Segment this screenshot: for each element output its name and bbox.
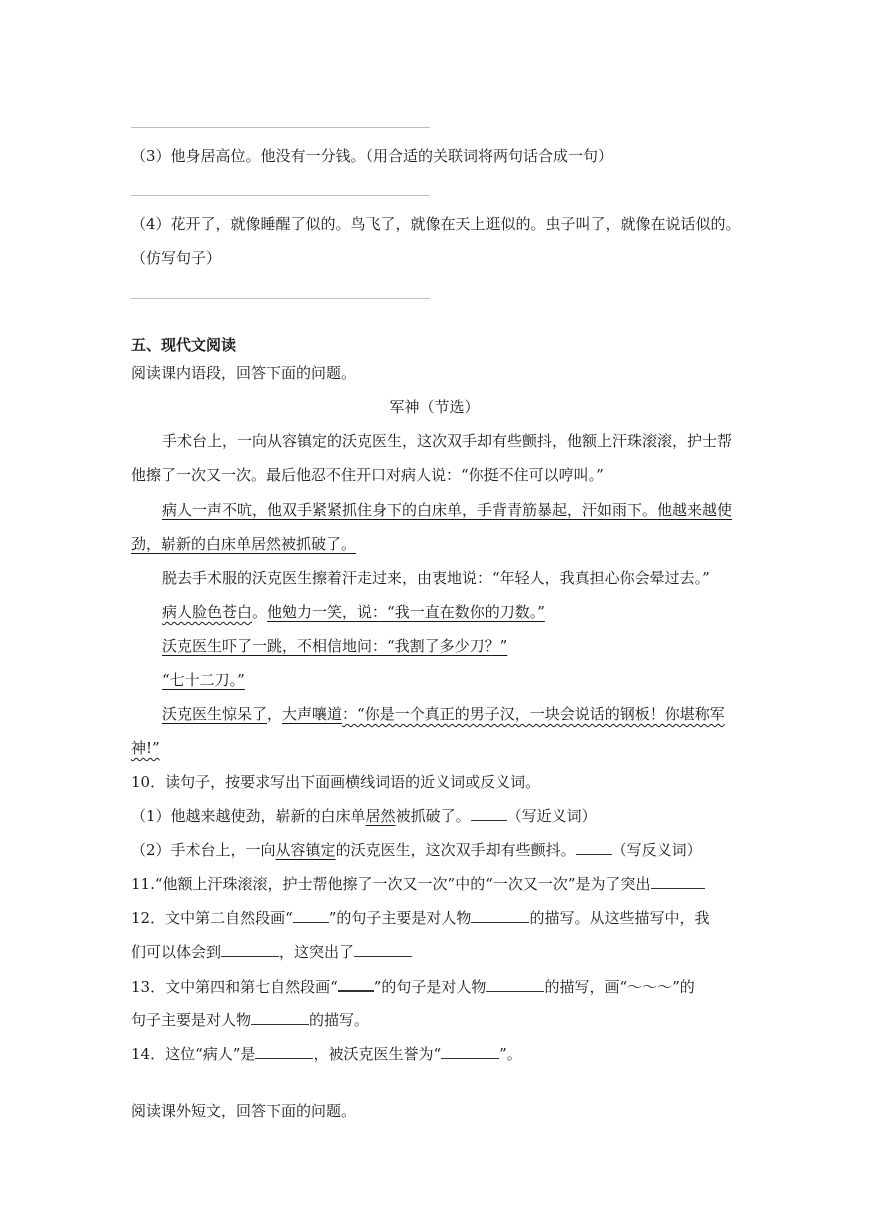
passage-paragraph-7-cont: [131, 738, 160, 758]
underlined-sentence: 病人一声不吭，他双手紧紧抓住身下的白床单，手背青筋暴起，汗如雨下。他越来越使: [162, 501, 733, 519]
passage-paragraph-2-cont: [131, 534, 356, 554]
question-12-line2: 们可以体会到 ，这突出了: [131, 942, 412, 962]
answer-blank[interactable]: [471, 908, 529, 923]
target-word: 从容镇定: [275, 841, 336, 859]
wavy-underlined-sentence: ：“你是一个真正的男子汉，一块会说话的钢板！你堪称军: [342, 705, 725, 723]
underlined-phrase: 大声嚷道: [282, 705, 343, 723]
question-10-stem: 10．读句子，按要求写出下面画横线词语的近义词或反义词。: [131, 773, 541, 791]
question-12-line1: 12．文中第二自然段画“ ”的句子主要是对人物 的描写。从这些描写中，我: [131, 909, 710, 927]
underlined-sentence: 劲，崭新的白床单居然被抓破了。: [131, 535, 357, 553]
answer-blank[interactable]: [221, 942, 279, 957]
passage-paragraph-4: 病人脸色苍白。他勉力一笑，说：“我一直在数你的刀数。”: [162, 603, 545, 621]
question-10-item-1: （1）他越来越使劲，崭新的白床单居然被抓破了。 （写近义词）: [131, 807, 597, 825]
passage-paragraph-1-cont: 他擦了一次又一次。最后他忍不住开口对病人说：“你挺不住可以哼叫。”: [131, 466, 604, 484]
answer-blank[interactable]: [576, 840, 612, 855]
question-4-line2: （仿写句子）: [131, 249, 222, 267]
answer-blank[interactable]: [251, 1010, 309, 1025]
question-4-line1: （4）花开了，就像睡醒了似的。鸟飞了，就像在天上逛似的。虫子叫了，就像在说话似的。: [131, 215, 741, 233]
wavy-underlined-phrase: 病人脸色苍白: [162, 603, 253, 621]
passage-paragraph-2: [162, 500, 732, 520]
answer-blank[interactable]: [471, 806, 507, 821]
section-heading: 五、现代文阅读: [131, 336, 237, 354]
question-13-line2: 句子主要是对人物 的描写。: [131, 1011, 370, 1029]
question-3: （3）他身居高位。他没有一分钱。（用合适的关联词将两句话合成一句）: [131, 147, 614, 165]
underlined-phrase: 沃克医生惊呆了: [162, 705, 268, 723]
answer-blank[interactable]: [354, 942, 412, 957]
answer-blank[interactable]: [255, 1044, 313, 1059]
passage-paragraph-7: 沃克医生惊呆了，大声嚷道：“你是一个真正的男子汉，一块会说话的钢板！你堪称军: [162, 705, 725, 723]
answer-blank[interactable]: [651, 874, 705, 889]
question-14: 14．这位“病人”是 ，被沃克医生誉为“ ”。: [131, 1045, 522, 1063]
answer-line: [131, 298, 430, 299]
underline-marker: [293, 908, 329, 923]
answer-blank[interactable]: [486, 977, 544, 992]
target-word: 居然: [365, 807, 396, 825]
reading-intro-2: 阅读课外短文，回答下面的问题。: [131, 1102, 357, 1120]
answer-line: [131, 127, 430, 128]
wavy-underlined-sentence: 神!”: [131, 739, 160, 757]
question-11: 11.“他额上汗珠滚滚，护士帮他擦了一次又一次”中的“一次又一次”是为了突出: [131, 874, 705, 894]
passage-title: 军神（节选）: [389, 398, 480, 416]
passage-paragraph-3: 脱去手术服的沃克医生擦着汗走过来，由衷地说：“年轻人，我真担心你会晕过去。”: [162, 569, 710, 587]
answer-blank[interactable]: [441, 1044, 499, 1059]
underlined-sentence: 沃克医生吓了一跳，不相信地问：“我割了多少刀？”: [162, 637, 508, 655]
section-intro: 阅读课内语段，回答下面的问题。: [131, 364, 357, 382]
passage-paragraph-1: 手术台上，一向从容镇定的沃克医生，这次双手却有些颤抖，他额上汗珠滚滚，护士帮: [162, 432, 733, 450]
question-10-item-2: （2）手术台上，一向从容镇定的沃克医生，这次双手却有些颤抖。 （写反义词）: [131, 841, 702, 859]
question-13-line1: 13．文中第四和第七自然段画“ ”的句子是对人物 的描写，画“～～～”的: [131, 978, 695, 996]
underline-marker: [338, 976, 374, 992]
answer-line: [131, 195, 430, 196]
passage-paragraph-6: [162, 670, 245, 690]
underlined-sentence: “七十二刀。”: [162, 671, 245, 689]
passage-paragraph-5: [162, 636, 507, 656]
underlined-sentence: 他勉力一笑，说：“我一直在数你的刀数。”: [267, 603, 545, 621]
